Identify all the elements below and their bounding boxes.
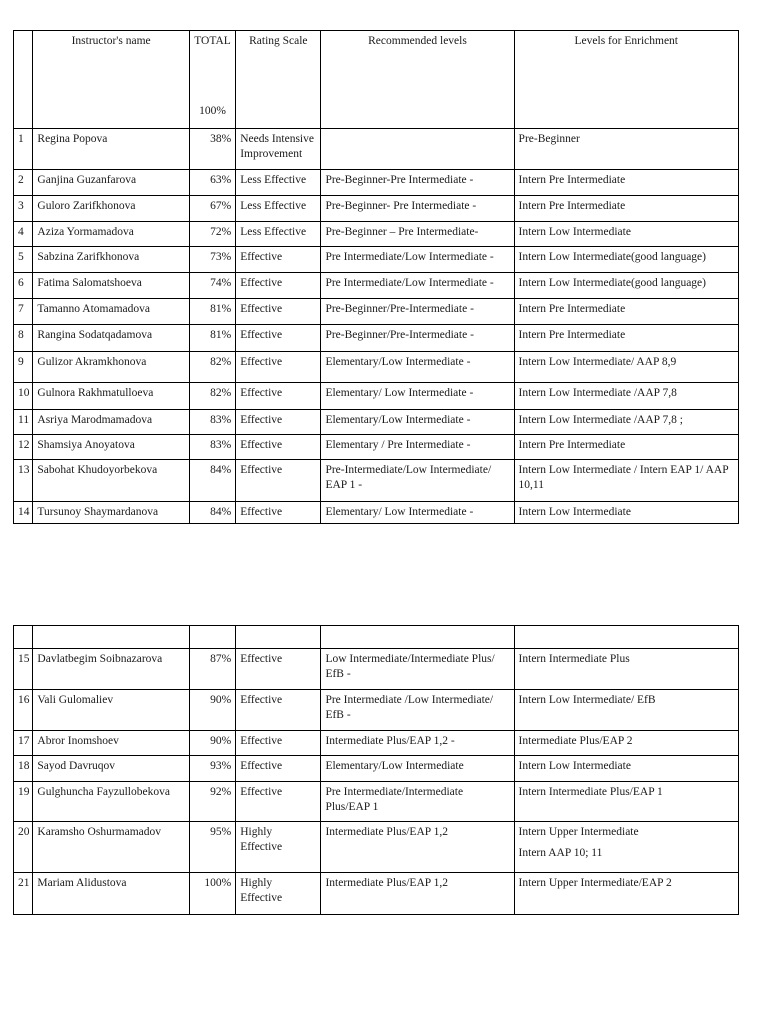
cell-recommended-levels: Pre Intermediate/Low Intermediate - bbox=[321, 273, 514, 299]
cell-recommended-levels: Elementary/Low Intermediate bbox=[321, 756, 514, 782]
cell-number: 21 bbox=[14, 873, 33, 915]
cell-total: 100% bbox=[189, 873, 235, 915]
cell-levels-for-enrichment bbox=[514, 460, 738, 502]
table-row bbox=[14, 273, 739, 299]
cell-recommended-levels: Elementary/ Low Intermediate - bbox=[321, 383, 514, 410]
enrichment-line: Intermediate Plus/EAP 2 bbox=[518, 735, 633, 747]
cell-rating-scale: Less Effective bbox=[236, 222, 321, 247]
cell-total: 92% bbox=[189, 782, 235, 822]
cell-number: 13 bbox=[14, 460, 33, 502]
cell-number: 19 bbox=[14, 782, 33, 822]
cell-total: 84% bbox=[189, 460, 235, 502]
cell-rating-scale: Effective bbox=[236, 460, 321, 502]
cell-rating-scale: Effective bbox=[236, 410, 321, 435]
cell-recommended-levels: Elementary/ Low Intermediate - bbox=[321, 502, 514, 524]
cell-levels-for-enrichment bbox=[514, 822, 738, 873]
cell-number: 2 bbox=[14, 170, 33, 196]
cell-number: 11 bbox=[14, 410, 33, 435]
cell-instructor-name: Aziza Yormamadova bbox=[33, 222, 189, 247]
enrichment-line: Intern Intermediate Plus bbox=[518, 653, 630, 665]
table-row bbox=[14, 782, 739, 822]
cell-instructor-name: Tursunoy Shaymardanova bbox=[33, 502, 189, 524]
cell-levels-for-enrichment bbox=[514, 222, 738, 247]
cell-recommended-levels: Intermediate Plus/EAP 1,2 bbox=[321, 873, 514, 915]
cell-levels-for-enrichment bbox=[514, 170, 738, 196]
cell-total: 73% bbox=[189, 247, 235, 273]
cell-total: 82% bbox=[189, 383, 235, 410]
ratings-table-part-1 bbox=[13, 30, 739, 524]
cell-number: 12 bbox=[14, 435, 33, 460]
enrichment-line: Intern Low Intermediate bbox=[518, 760, 631, 772]
cell-levels-for-enrichment bbox=[514, 502, 738, 524]
cell-levels-for-enrichment bbox=[514, 649, 738, 690]
cell-levels-for-enrichment bbox=[514, 782, 738, 822]
cell-total: 93% bbox=[189, 756, 235, 782]
cell-levels-for-enrichment bbox=[514, 410, 738, 435]
cell-levels-for-enrichment bbox=[514, 325, 738, 352]
enrichment-line: Intern Low Intermediate /AAP 7,8 bbox=[518, 387, 677, 399]
table-row bbox=[14, 383, 739, 410]
ratings-table-part-2 bbox=[13, 625, 739, 915]
cell-recommended-levels: Elementary/Low Intermediate - bbox=[321, 352, 514, 383]
cell-instructor-name: Mariam Alidustova bbox=[33, 873, 189, 915]
cell-rating-scale: Less Effective bbox=[236, 170, 321, 196]
cell-instructor-name: Sabzina Zarifkhonova bbox=[33, 247, 189, 273]
cell-instructor-name: Regina Popova bbox=[33, 129, 189, 170]
table-row bbox=[14, 502, 739, 524]
header-cell-empty bbox=[189, 626, 235, 649]
cell-instructor-name: Gulizor Akramkhonova bbox=[33, 352, 189, 383]
cell-number: 7 bbox=[14, 299, 33, 325]
cell-instructor-name: Guloro Zarifkhonova bbox=[33, 196, 189, 222]
header-recommended-levels: Recommended levels bbox=[321, 31, 514, 129]
enrichment-line: Intern Low Intermediate(good language) bbox=[518, 277, 706, 289]
header-rating-scale: Rating Scale bbox=[236, 31, 321, 129]
cell-total: 84% bbox=[189, 502, 235, 524]
cell-recommended-levels: Pre Intermediate /Low Intermediate/ EfB - bbox=[321, 690, 514, 731]
table-header-row bbox=[14, 31, 739, 129]
table-row bbox=[14, 690, 739, 731]
cell-instructor-name: Karamsho Oshurmamadov bbox=[33, 822, 189, 873]
cell-number: 5 bbox=[14, 247, 33, 273]
cell-number: 18 bbox=[14, 756, 33, 782]
cell-number: 20 bbox=[14, 822, 33, 873]
cell-total: 72% bbox=[189, 222, 235, 247]
cell-total: 82% bbox=[189, 352, 235, 383]
cell-rating-scale: Effective bbox=[236, 325, 321, 352]
cell-total: 38% bbox=[189, 129, 235, 170]
cell-number: 1 bbox=[14, 129, 33, 170]
cell-instructor-name: Sabohat Khudoyorbekova bbox=[33, 460, 189, 502]
header-total-percent: 100% bbox=[199, 105, 226, 117]
cell-rating-scale: Effective bbox=[236, 731, 321, 756]
cell-levels-for-enrichment bbox=[514, 435, 738, 460]
header-cell-empty bbox=[321, 626, 514, 649]
cell-total: 83% bbox=[189, 435, 235, 460]
cell-levels-for-enrichment bbox=[514, 247, 738, 273]
table-row bbox=[14, 325, 739, 352]
table-row bbox=[14, 247, 739, 273]
cell-rating-scale: Less Effective bbox=[236, 196, 321, 222]
cell-recommended-levels: Intermediate Plus/EAP 1,2 - bbox=[321, 731, 514, 756]
enrichment-line: Intern Low Intermediate(good language) bbox=[518, 251, 706, 263]
cell-number: 14 bbox=[14, 502, 33, 524]
table-row bbox=[14, 756, 739, 782]
cell-recommended-levels: Intermediate Plus/EAP 1,2 bbox=[321, 822, 514, 873]
cell-rating-scale: Effective bbox=[236, 649, 321, 690]
enrichment-line: Pre-Beginner bbox=[518, 133, 580, 145]
cell-number: 17 bbox=[14, 731, 33, 756]
table-row bbox=[14, 435, 739, 460]
cell-recommended-levels: Pre-Beginner/Pre-Intermediate - bbox=[321, 325, 514, 352]
table-row bbox=[14, 170, 739, 196]
enrichment-line: Intern Low Intermediate / Intern EAP 1/ AAP 10,11 bbox=[518, 464, 729, 491]
enrichment-line: Intern AAP 10; 11 bbox=[518, 847, 603, 859]
cell-recommended-levels: Pre Intermediate/Intermediate Plus/EAP 1 bbox=[321, 782, 514, 822]
cell-rating-scale: Effective bbox=[236, 435, 321, 460]
table-row bbox=[14, 222, 739, 247]
enrichment-line: Intern Intermediate Plus/EAP 1 bbox=[518, 786, 663, 798]
enrichment-line: Intern Pre Intermediate bbox=[518, 200, 626, 212]
cell-total: 63% bbox=[189, 170, 235, 196]
cell-total: 90% bbox=[189, 731, 235, 756]
table-row bbox=[14, 129, 739, 170]
cell-rating-scale: Effective bbox=[236, 502, 321, 524]
enrichment-line: Intern Upper Intermediate/EAP 2 bbox=[518, 877, 672, 889]
cell-rating-scale: Highly Effective bbox=[236, 873, 321, 915]
cell-recommended-levels: Low Intermediate/Intermediate Plus/ EfB - bbox=[321, 649, 514, 690]
cell-instructor-name: Ganjina Guzanfarova bbox=[33, 170, 189, 196]
cell-rating-scale: Effective bbox=[236, 756, 321, 782]
cell-instructor-name: Fatima Salomatshoeva bbox=[33, 273, 189, 299]
cell-recommended-levels: Pre-Beginner-Pre Intermediate - bbox=[321, 170, 514, 196]
header-number bbox=[14, 31, 33, 129]
table-row bbox=[14, 460, 739, 502]
cell-rating-scale: Effective bbox=[236, 352, 321, 383]
enrichment-line: Intern Low Intermediate/ AAP 8,9 bbox=[518, 356, 677, 368]
header-levels-for-enrichment: Levels for Enrichment bbox=[514, 31, 738, 129]
header-total-label: TOTAL bbox=[194, 35, 231, 47]
cell-instructor-name: Sayod Davruqov bbox=[33, 756, 189, 782]
cell-rating-scale: Effective bbox=[236, 299, 321, 325]
cell-instructor-name: Gulghuncha Fayzullobekova bbox=[33, 782, 189, 822]
cell-total: 95% bbox=[189, 822, 235, 873]
cell-recommended-levels: Elementary / Pre Intermediate - bbox=[321, 435, 514, 460]
cell-total: 81% bbox=[189, 299, 235, 325]
header-cell-empty bbox=[236, 626, 321, 649]
cell-instructor-name: Davlatbegim Soibnazarova bbox=[33, 649, 189, 690]
cell-levels-for-enrichment bbox=[514, 383, 738, 410]
cell-total: 83% bbox=[189, 410, 235, 435]
table-row bbox=[14, 352, 739, 383]
enrichment-line: Intern Low Intermediate /AAP 7,8 ; bbox=[518, 414, 683, 426]
cell-number: 4 bbox=[14, 222, 33, 247]
table-row bbox=[14, 196, 739, 222]
enrichment-line: Intern Low Intermediate/ EfB bbox=[518, 694, 656, 706]
cell-instructor-name: Abror Inomshoev bbox=[33, 731, 189, 756]
cell-number: 9 bbox=[14, 352, 33, 383]
cell-rating-scale: Effective bbox=[236, 273, 321, 299]
header-cell-empty bbox=[33, 626, 189, 649]
cell-total: 90% bbox=[189, 690, 235, 731]
enrichment-line: Intern Pre Intermediate bbox=[518, 439, 626, 451]
table-row bbox=[14, 299, 739, 325]
cell-levels-for-enrichment bbox=[514, 690, 738, 731]
cell-instructor-name: Rangina Sodatqadamova bbox=[33, 325, 189, 352]
table-row bbox=[14, 731, 739, 756]
cell-total: 74% bbox=[189, 273, 235, 299]
cell-levels-for-enrichment bbox=[514, 873, 738, 915]
cell-instructor-name: Tamanno Atomamadova bbox=[33, 299, 189, 325]
cell-instructor-name: Shamsiya Anoyatova bbox=[33, 435, 189, 460]
cell-instructor-name: Gulnora Rakhmatulloeva bbox=[33, 383, 189, 410]
cell-rating-scale: Needs Intensive Improvement bbox=[236, 129, 321, 170]
cell-recommended-levels: Pre-Beginner- Pre Intermediate - bbox=[321, 196, 514, 222]
cell-total: 81% bbox=[189, 325, 235, 352]
cell-number: 6 bbox=[14, 273, 33, 299]
cell-levels-for-enrichment bbox=[514, 731, 738, 756]
table-row bbox=[14, 822, 739, 873]
cell-recommended-levels: Pre-Intermediate/Low Intermediate/ EAP 1 - bbox=[321, 460, 514, 502]
cell-rating-scale: Effective bbox=[236, 247, 321, 273]
cell-recommended-levels bbox=[321, 129, 514, 170]
cell-number: 15 bbox=[14, 649, 33, 690]
enrichment-line: Intern Pre Intermediate bbox=[518, 329, 626, 341]
cell-recommended-levels: Elementary/Low Intermediate - bbox=[321, 410, 514, 435]
cell-rating-scale: Highly Effective bbox=[236, 822, 321, 873]
cell-levels-for-enrichment bbox=[514, 352, 738, 383]
header-instructor-name: Instructor's name bbox=[33, 31, 189, 129]
cell-levels-for-enrichment bbox=[514, 756, 738, 782]
table-row bbox=[14, 410, 739, 435]
cell-recommended-levels: Pre Intermediate/Low Intermediate - bbox=[321, 247, 514, 273]
enrichment-line: Intern Pre Intermediate bbox=[518, 303, 626, 315]
header-cell-empty bbox=[14, 626, 33, 649]
table-row bbox=[14, 873, 739, 915]
cell-levels-for-enrichment bbox=[514, 129, 738, 170]
cell-levels-for-enrichment bbox=[514, 273, 738, 299]
header-cell-empty bbox=[514, 626, 738, 649]
enrichment-line: Intern Low Intermediate bbox=[518, 506, 631, 518]
cell-instructor-name: Asriya Marodmamadova bbox=[33, 410, 189, 435]
cell-recommended-levels: Pre-Beginner – Pre Intermediate- bbox=[321, 222, 514, 247]
cell-levels-for-enrichment bbox=[514, 299, 738, 325]
table-header-row-empty bbox=[14, 626, 739, 649]
table-row bbox=[14, 649, 739, 690]
cell-instructor-name: Vali Gulomaliev bbox=[33, 690, 189, 731]
enrichment-line: Intern Upper Intermediate bbox=[518, 826, 639, 838]
cell-number: 16 bbox=[14, 690, 33, 731]
cell-total: 67% bbox=[189, 196, 235, 222]
enrichment-line: Intern Low Intermediate bbox=[518, 226, 631, 238]
cell-levels-for-enrichment bbox=[514, 196, 738, 222]
cell-number: 3 bbox=[14, 196, 33, 222]
cell-rating-scale: Effective bbox=[236, 383, 321, 410]
enrichment-line: Intern Pre Intermediate bbox=[518, 174, 626, 186]
cell-number: 10 bbox=[14, 383, 33, 410]
cell-rating-scale: Effective bbox=[236, 782, 321, 822]
cell-recommended-levels: Pre-Beginner/Pre-Intermediate - bbox=[321, 299, 514, 325]
cell-number: 8 bbox=[14, 325, 33, 352]
cell-rating-scale: Effective bbox=[236, 690, 321, 731]
header-total bbox=[189, 31, 235, 129]
cell-total: 87% bbox=[189, 649, 235, 690]
